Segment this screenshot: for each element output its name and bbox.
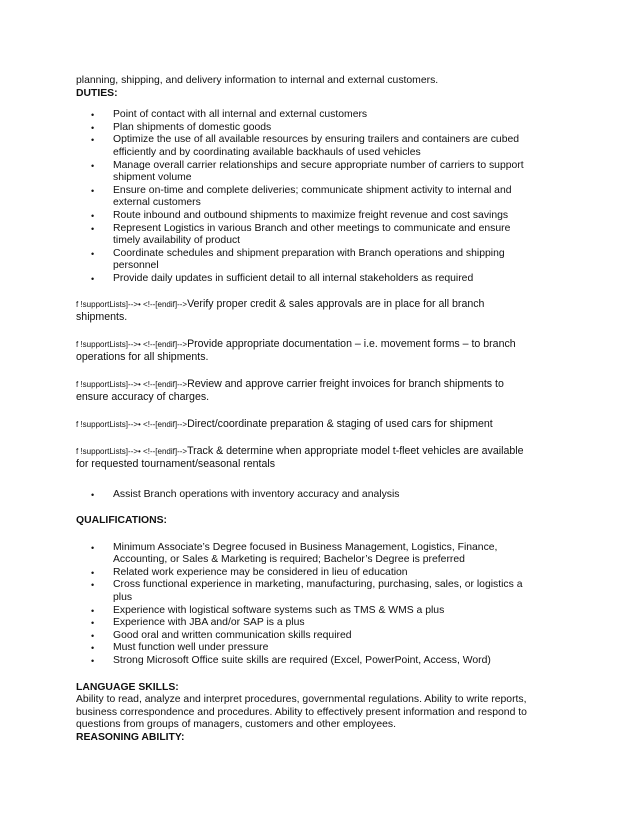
qualifications-list <box>76 542 528 668</box>
language-heading: LANGUAGE SKILLS: <box>76 681 179 693</box>
extra-duty-list <box>76 489 528 502</box>
legacy-prefix: f !supportLists]-->• <!--[endif]--> <box>76 379 188 389</box>
list-item: • Cross functional experience in marketing, manufacturing, purchasing, sales, or logistics a plus <box>76 579 528 604</box>
list-item: • Coordinate schedules and shipment preparation with Branch operations and shipping personnel <box>76 248 528 273</box>
list-item: • Point of contact with all internal and external customers <box>76 109 528 122</box>
list-item: • Minimum Associate’s Degree focused in Business Management, Logistics, Finance, Accounting, or Sales & Marketing is required; Bachelor’s Degree is preferred <box>76 542 528 567</box>
list-item: • Strong Microsoft Office suite skills are required (Excel, PowerPoint, Access, Word) <box>76 655 528 668</box>
list-item: • Experience with logistical software systems such as TMS & WMS a plus <box>76 605 528 618</box>
legacy-prefix: f !supportLists]-->• <!--[endif]--> <box>76 339 188 349</box>
legacy-item <box>76 378 528 404</box>
legacy-item <box>76 338 528 364</box>
list-item: • Good oral and written communication skills required <box>76 630 528 643</box>
list-item: • Route inbound and outbound shipments to maximize freight revenue and cost savings <box>76 210 528 223</box>
legacy-prefix: f !supportLists]-->• <!--[endif]--> <box>76 446 188 456</box>
legacy-text: Provide appropriate documentation – i.e. movement forms – to branch operations for all shipments. <box>76 337 516 363</box>
legacy-prefix: f !supportLists]-->• <!--[endif]--> <box>76 299 188 309</box>
legacy-text: Direct/coordinate preparation & staging of used cars for shipment <box>187 417 493 430</box>
list-item: • Related work experience may be considered in lieu of education <box>76 567 528 580</box>
legacy-text: Review and approve carrier freight invoices for branch shipments to ensure accuracy of charges. <box>76 377 504 403</box>
legacy-item <box>76 418 528 431</box>
reasoning-heading: REASONING ABILITY: <box>76 732 185 743</box>
list-item: • Assist Branch operations with inventory accuracy and analysis <box>76 489 528 502</box>
list-item: • Ensure on-time and complete deliveries; communicate shipment activity to internal and external customers <box>76 185 528 210</box>
list-item: • Plan shipments of domestic goods <box>76 122 528 135</box>
list-item: • Must function well under pressure <box>76 642 528 655</box>
legacy-prefix: f !supportLists]-->• <!--[endif]--> <box>76 419 188 429</box>
qualifications-heading: QUALIFICATIONS: <box>76 515 168 527</box>
list-item: • Optimize the use of all available resources by ensuring trailers and containers are cubed efficiently and by coordinating available backhauls of used vehicles <box>76 134 528 159</box>
list-item: • Manage overall carrier relationships and secure appropriate number of carriers to support shipment volume <box>76 160 528 185</box>
list-item: • Provide daily updates in sufficient detail to all internal stakeholders as required <box>76 273 528 286</box>
legacy-item <box>76 445 528 471</box>
legacy-text: Track & determine when appropriate model t-fleet vehicles are available for requested tournament/seasonal rentals <box>76 444 524 470</box>
list-item: • Represent Logistics in various Branch and other meetings to communicate and ensure timely availability of product <box>76 223 528 248</box>
legacy-text: Verify proper credit & sales approvals are in place for all branch shipments. <box>76 297 485 323</box>
duties-list <box>76 109 528 285</box>
document-page <box>76 75 528 745</box>
intro-text: planning, shipping, and delivery information to internal and external customers. <box>76 75 439 86</box>
list-item: • Experience with JBA and/or SAP is a plus <box>76 617 528 630</box>
duties-heading: DUTIES: <box>76 87 118 99</box>
legacy-item <box>76 298 528 324</box>
language-text: Ability to read, analyze and interpret procedures, governmental regulations. Ability to write reports, business correspondence and procedures. Ability to effectively present information and respond to questions from groups of managers, customers and other employees. <box>76 694 527 731</box>
